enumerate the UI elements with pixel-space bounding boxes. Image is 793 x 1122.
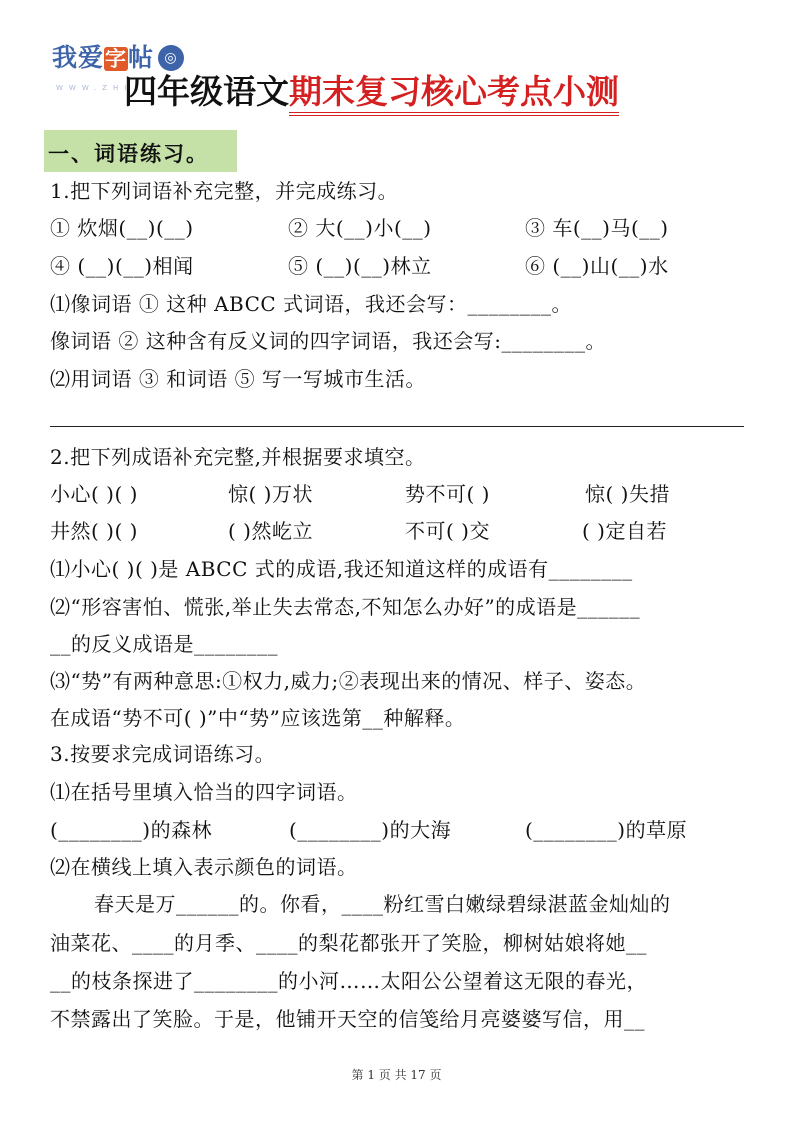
title-black: 四年级语文 — [124, 72, 289, 111]
section-heading: 一、词语练习。 — [48, 141, 209, 166]
question-1-part-1b: 像词语 ② 这种含有反义词的四字词语，我还会写:________。 — [50, 329, 606, 353]
question-1-prompt: 1.把下列词语补充完整，并完成练习。 — [50, 179, 399, 203]
question-1-part-1: ⑴像词语 ① 这种 ABCC 式词语，我还会写：________。 — [50, 292, 573, 316]
phrase-item-2: (________)的大海 — [289, 818, 452, 842]
word-item-5: ⑤ (__)(__)林立 — [288, 254, 432, 278]
watermark-text-2: 帖 — [128, 43, 155, 72]
idiom-item-4: 惊( )失措 — [585, 482, 670, 506]
idiom-item-2: 惊( )万状 — [228, 482, 313, 506]
answer-line — [50, 426, 744, 427]
paragraph-line-3: __的枝条探进了________的小河……太阳公公望着这无限的春光， — [50, 969, 647, 993]
word-item-4: ④ (__)(__)相闻 — [50, 254, 194, 278]
question-2-part-3: ⑶“势”有两种意思:①权力,威力;②表现出来的情况、样子、姿态。 — [50, 669, 647, 693]
page-title — [124, 70, 619, 114]
phrase-item-1: (________)的森林 — [50, 818, 213, 842]
question-1-part-2: ⑵用词语 ③ 和词语 ⑤ 写一写城市生活。 — [50, 367, 426, 391]
word-item-2: ② 大(__)小(__) — [288, 216, 432, 240]
page-footer: 第 1 页 共 17 页 — [351, 1068, 442, 1082]
watermark-logo: 我爱字帖 ◎ — [52, 38, 184, 74]
idiom-item-3: 势不可( ) — [405, 482, 490, 506]
word-item-3: ③ 车(__)马(__) — [525, 216, 669, 240]
idiom-item-5: 井然( )( ) — [50, 519, 138, 543]
question-3-part-2: ⑵在横线上填入表示颜色的词语。 — [50, 855, 358, 879]
paragraph-line-1: 春天是万______的。你看，____粉红雪白嫩绿碧绿湛蓝金灿灿的 — [94, 892, 671, 916]
question-2-part-1: ⑴小心( )( )是 ABCC 式的成语,我还知道这样的成语有________ — [50, 557, 633, 581]
idiom-item-1: 小心( )( ) — [50, 482, 138, 506]
paragraph-line-4: 不禁露出了笑脸。于是，他铺开天空的信笺给月亮婆婆写信，用__ — [50, 1007, 645, 1031]
question-3-part-1: ⑴在括号里填入恰当的四字词语。 — [50, 780, 358, 804]
idiom-item-6: ( )然屹立 — [228, 519, 313, 543]
watermark-badge-icon: ◎ — [158, 45, 184, 71]
idiom-item-8: ( )定自若 — [582, 519, 667, 543]
title-red: 期末复习核心考点小测 — [289, 72, 619, 116]
question-3-prompt: 3.按要求完成词语练习。 — [50, 742, 276, 766]
paragraph-line-2: 油菜花、____的月季、____的梨花都张开了笑脸，柳树姑娘将她__ — [50, 931, 647, 955]
watermark-text: 我爱 — [52, 43, 105, 72]
word-item-1: ① 炊烟(__)(__) — [50, 216, 194, 240]
phrase-item-3: (________)的草原 — [525, 818, 688, 842]
question-2-part-3b: 在成语“势不可( )”中“势”应该选第__种解释。 — [50, 706, 466, 730]
word-item-6: ⑥ (__)山(__)水 — [525, 254, 669, 278]
idiom-item-7: 不可( )交 — [405, 519, 490, 543]
question-2-part-2: ⑵“形容害怕、慌张,举止失去常态,不知怎么办好”的成语是______ — [50, 595, 641, 619]
question-2-part-2b: __的反义成语是________ — [50, 632, 278, 656]
question-2-prompt: 2.把下列成语补充完整,并根据要求填空。 — [50, 445, 426, 469]
watermark-subtext: WWW.ZHI — [56, 84, 133, 92]
